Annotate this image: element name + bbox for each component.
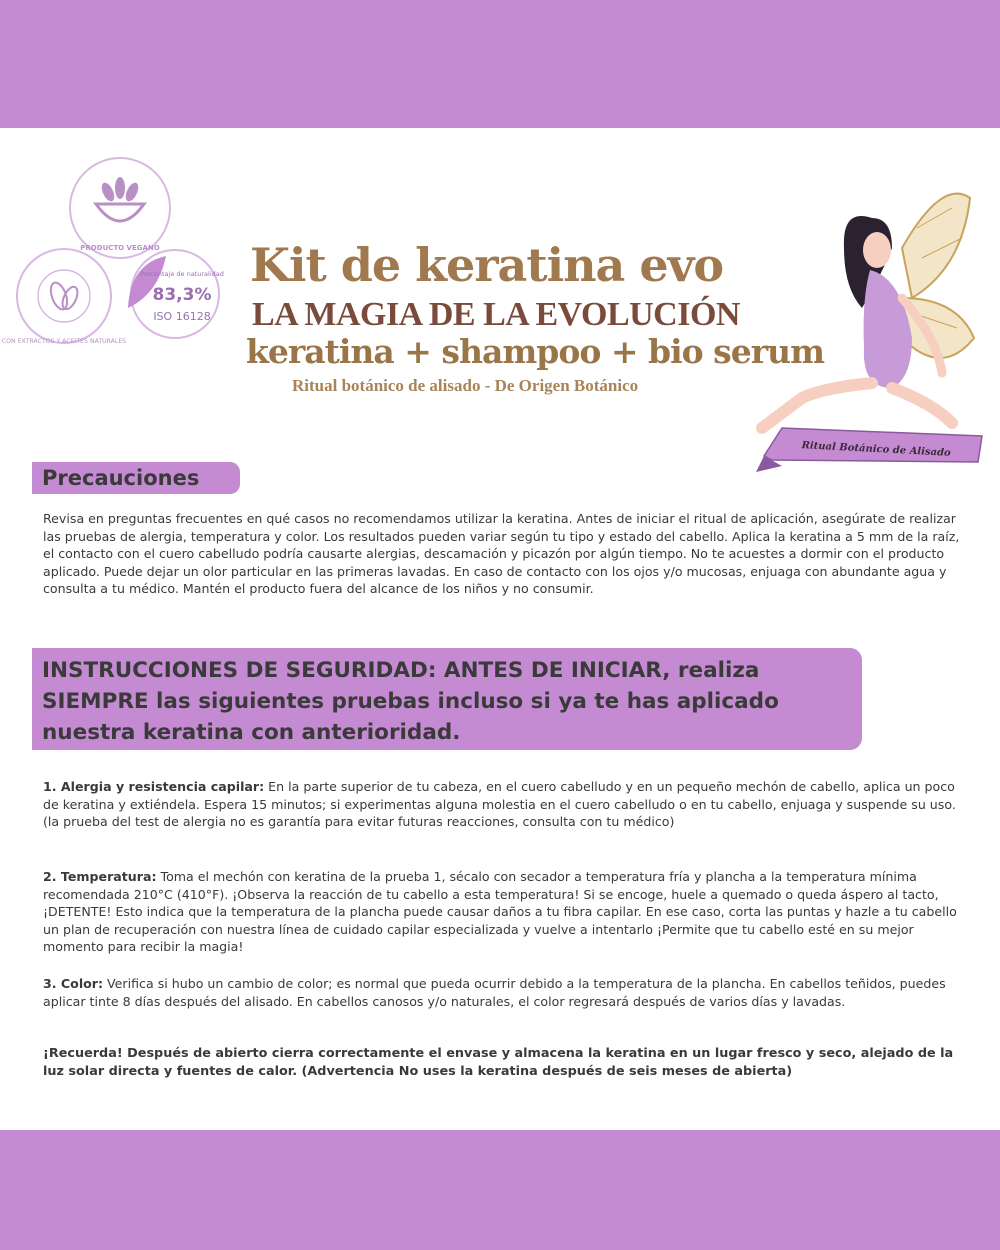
temperature-test-label: 2. Temperatura:	[43, 869, 157, 884]
leaves-icon	[48, 280, 81, 311]
naturalness-label: Porcentaje de naturalidad	[140, 270, 224, 278]
color-test-label: 3. Color:	[43, 976, 104, 991]
fairy-illustration	[752, 188, 988, 478]
precautions-heading: Precauciones	[32, 462, 240, 494]
iso-label: ISO 16128	[153, 310, 211, 323]
precautions-text: Revisa en preguntas frecuentes en qué casos no recomendamos utilizar la keratina. Antes de iniciar el ritual de aplicación, asegúrate de realizar las pruebas de alergia, temperatura y color. Los resultados pueden variar según tu tipo y estado del cabello. Aplica la keratina a 5 mm de la raíz, el contacto con el cuero cabelludo podría causarte alergias, descamación y picazón por algún tiempo. No te acuestes a dormir con el producto aplicado. Puede dejar un olor particular en las primeras lavadas. En caso de contacto con los ojos y/o mucosas, enjuaga con abundante agua y consulta a tu médico. Mantén el producto fuera del alcance de los niños y no consumir.	[43, 511, 960, 596]
reminder-text: ¡Recuerda! Después de abierto cierra correctamente el envase y almacena la keratina en un lugar fresco y seco, alejado de la luz solar directa y fuentes de calor. (Advertencia No uses la keratina después de seis meses de abierta)	[43, 1046, 954, 1079]
allergy-test-label: 1. Alergia y resistencia capilar:	[43, 779, 265, 794]
temperature-test-item	[43, 868, 973, 956]
document-sheet	[0, 128, 1000, 1130]
allergy-test-text: En la parte superior de tu cabeza, en el cuero cabelludo y en un pequeño mechón de cabello, aplica un poco de keratina y extiéndela. Espera 15 minutos; si experimentas alguna molestia en el cuero cabelludo o en tu cabello, enjuaga y suspende su uso. (la prueba del test de alergia no es garantía para evitar futuras reacciones, consulta con tu médico)	[43, 779, 956, 829]
ritual-ribbon-text: Ritual Botánico de Alisado	[801, 440, 951, 459]
temperature-test-text: Toma el mechón con keratina de la prueba 1, sécalo con secador a temperatura fría y plancha a la temperatura mínima recomendada 210°C (410°F). ¡Observa la reacción de tu cabello a esta temperatura! Si se encoge, huele a quemado o queda áspero al tacto, ¡DETENTE! Esto indica que la temperatura de la plancha puede causar daños a tu fibra capilar. En ese caso, corta las puntas y hazle a tu cabello un plan de recuperación con nuestra línea de cuidado capilar especializada y vuelve a intentarlo ¡Permite que tu cabello esté en su mejor momento para recibir la magia!	[43, 869, 957, 954]
kit-subtitle: LA MAGIA DE LA EVOLUCIÓN	[252, 296, 740, 333]
vegan-badge-label: PRODUCTO VEGANO	[80, 244, 160, 252]
extracts-badge	[1, 246, 127, 346]
color-test-text: Verifica si hubo un cambio de color; es normal que pueda ocurrir debido a la temperatura de la plancha. En cabellos teñidos, puedes aplicar tinte 8 días después del alisado. En cabellos canosos y/o naturales, el color regresará después de varios días y lavadas.	[43, 976, 946, 1009]
safety-heading: INSTRUCCIONES DE SEGURIDAD: ANTES DE INICIAR, realiza SIEMPRE las siguientes pruebas incluso si ya te has aplicado nuestra keratina con anterioridad.	[32, 648, 862, 750]
extracts-badge-label: CON EXTRACTOS Y ACEITES NATURALES	[1, 338, 127, 345]
naturalness-badge	[120, 246, 226, 342]
allergy-test-item	[43, 778, 973, 831]
kit-title: Kit de keratina evo	[250, 238, 724, 292]
vegan-badge	[68, 156, 172, 260]
kit-tagline: Ritual botánico de alisado - De Origen Botánico	[292, 376, 639, 395]
kit-products: keratina + shampoo + bio serum	[246, 332, 824, 371]
color-test-item	[43, 975, 973, 1010]
naturalness-percent: 83,3%	[152, 285, 212, 305]
bowl-leaves-icon	[96, 177, 144, 221]
